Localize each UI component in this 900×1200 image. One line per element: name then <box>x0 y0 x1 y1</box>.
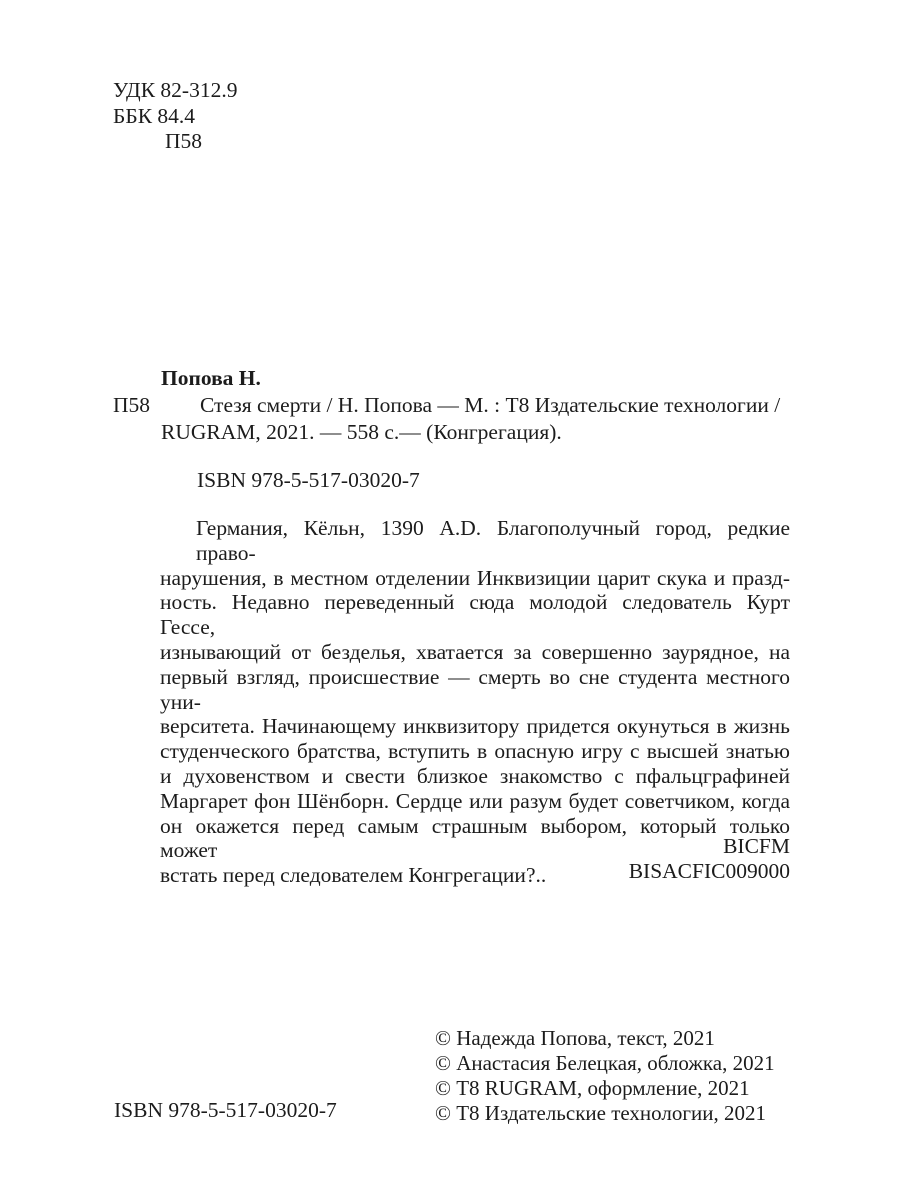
bibliographic-entry <box>113 392 793 446</box>
book-author: Попова Н. <box>161 366 261 390</box>
annotation-line: он окажется перед самым страшным выбором, который только может <box>160 813 790 863</box>
udk-code: УДК 82-312.9 <box>113 78 238 102</box>
author-sign-entry: П58 <box>113 393 151 417</box>
copyright-line: © Надежда Попова, текст, 2021 <box>435 1026 715 1050</box>
annotation-line: студенческого братства, вступить в опасную игру с высшей знатью <box>160 739 790 764</box>
isbn-bottom: ISBN 978-5-517-03020-7 <box>114 1098 337 1122</box>
classification-codes-block <box>113 78 237 155</box>
bibliographic-entry-block <box>113 365 793 446</box>
copyright-line: © Т8 RUGRAM, оформление, 2021 <box>435 1075 750 1100</box>
bibliographic-entry-line: RUGRAM, 2021. — 558 с.— (Конгрегация). <box>161 420 562 444</box>
copyright-block <box>435 1026 775 1126</box>
annotation-line: первый взгляд, происшествие — смерть во сне студента местного уни- <box>160 664 790 714</box>
isbn-top: ISBN 978-5-517-03020-7 <box>197 468 420 492</box>
author-sign-top: П58 <box>165 129 203 153</box>
annotation-paragraph <box>160 516 790 888</box>
annotation-line: Маргарет фон Шёнборн. Сердце или разум будет советчиком, когда <box>160 788 790 813</box>
annotation-line: ность. Недавно переведенный сюда молодой следователь Курт Гессе, <box>160 590 790 640</box>
subject-codes-block <box>629 834 790 884</box>
annotation-line: изнывающий от безделья, хватается за совершенно заурядное, на <box>160 639 790 664</box>
annotation-line: встать перед следователем Конгрегации?.. <box>160 863 547 888</box>
annotation-line: и духовенством и свести близкое знакомство с пфальцграфиней <box>160 763 790 788</box>
bic-code: BICFM <box>723 834 790 858</box>
bbk-code: ББК 84.4 <box>113 103 196 128</box>
copyright-line: © Т8 Издательские технологии, 2021 <box>435 1100 766 1125</box>
bibliographic-entry-line: Стезя смерти / Н. Попова — М. : Т8 Издательские технологии / <box>200 393 781 417</box>
bisac-code: BISACFIC009000 <box>628 859 790 884</box>
annotation-line: Германия, Кёльн, 1390 A.D. Благополучный город, редкие право- <box>196 516 790 565</box>
annotation-line: нарушения, в местном отделении Инквизиции царит скука и празд- <box>160 565 790 590</box>
annotation-line: верситета. Начинающему инквизитору придется окунуться в жизнь <box>160 714 790 739</box>
copyright-line: © Анастасия Белецкая, обложка, 2021 <box>435 1050 775 1075</box>
